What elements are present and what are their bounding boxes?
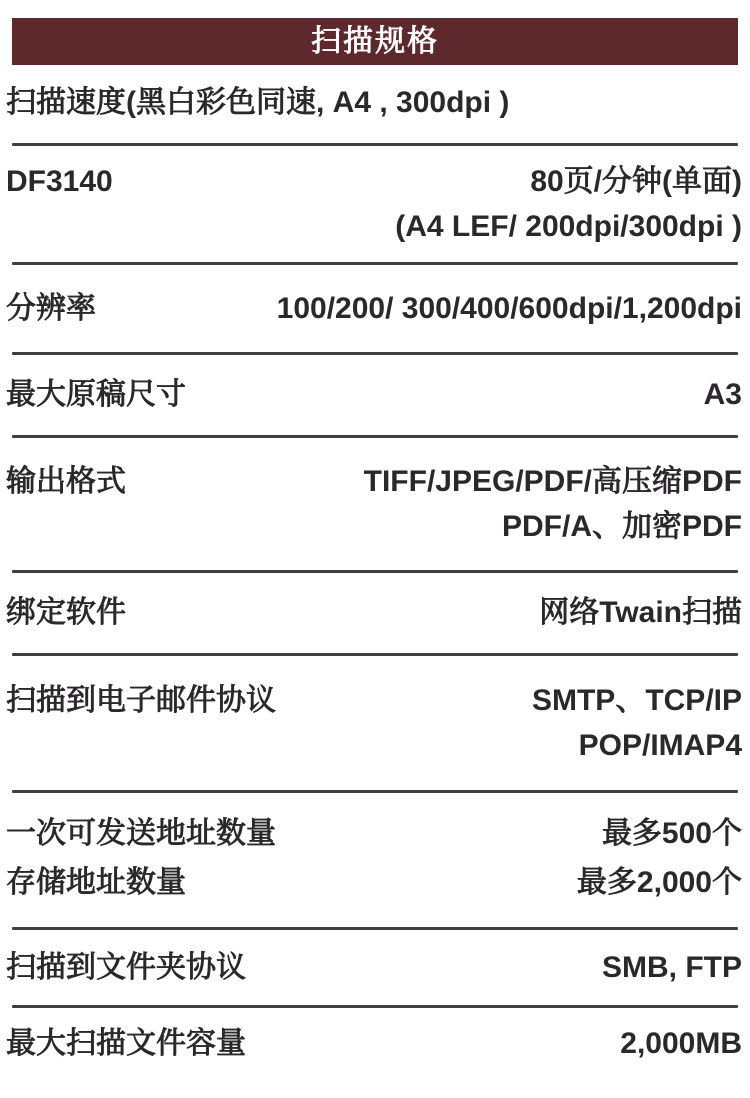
- spec-label: 分辨率: [6, 292, 96, 325]
- spec-value-line: POP/IMAP4: [578, 729, 742, 762]
- spec-label: 输出格式: [6, 465, 126, 498]
- spec-value-line: 80页/分钟(单面): [530, 165, 742, 198]
- spec-label: 绑定软件: [6, 596, 126, 629]
- spec-value-line: SMB, FTP: [602, 951, 742, 984]
- spec-value-line: SMTP、TCP/IP: [531, 684, 742, 717]
- spec-value: [602, 945, 742, 990]
- spec-row-scan-speed: [0, 65, 750, 143]
- spec-label: 扫描到文件夹协议: [6, 951, 246, 984]
- spec-row-max-scan-file-size: [0, 1008, 750, 1081]
- spec-value: [364, 459, 742, 549]
- spec-label: 最大原稿尺寸: [6, 378, 186, 411]
- spec-label: 扫描速度(黑白彩色同速, A4 , 300dpi ): [6, 86, 510, 119]
- spec-value-line: 100/200/ 300/400/600dpi/1,200dpi: [276, 292, 742, 325]
- spec-pair: [6, 860, 742, 905]
- spec-value: [395, 159, 742, 249]
- section-title: 扫描规格: [311, 25, 439, 58]
- spec-row-model-speed: [0, 146, 750, 262]
- spec-row-scan-to-email-protocol: [0, 656, 750, 790]
- spec-value: [539, 590, 742, 635]
- spec-row-output-format: [0, 438, 750, 570]
- spec-value-line: PDF/A、加密PDF: [502, 510, 742, 543]
- spec-row-resolution: [0, 265, 750, 352]
- spec-label: 存储地址数量: [6, 866, 186, 899]
- section-header-bar: [12, 18, 738, 65]
- spec-value: [704, 372, 742, 417]
- spec-label: 一次可发送地址数量: [6, 817, 276, 850]
- spec-value-line: A3: [703, 378, 742, 411]
- spec-label: 最大扫描文件容量: [6, 1027, 246, 1060]
- spec-row-max-original-size: [0, 355, 750, 435]
- spec-sheet: [0, 18, 750, 1081]
- spec-row-address-counts: [0, 793, 750, 927]
- spec-value: [532, 678, 742, 768]
- spec-table: [0, 65, 750, 1081]
- spec-row-scan-to-folder-protocol: [0, 930, 750, 1005]
- spec-value-line: 网络Twain扫描: [539, 596, 742, 629]
- spec-value: [620, 1021, 742, 1066]
- spec-label: DF3140: [6, 165, 113, 198]
- spec-value-line: 2,000MB: [620, 1027, 742, 1060]
- spec-value: [277, 286, 742, 331]
- spec-row-bundled-software: [0, 573, 750, 653]
- spec-label: 扫描到电子邮件协议: [6, 684, 276, 717]
- spec-value: 最多500个: [601, 817, 742, 850]
- spec-value-line: TIFF/JPEG/PDF/高压缩PDF: [363, 465, 742, 498]
- spec-value-line: (A4 LEF/ 200dpi/300dpi ): [395, 210, 742, 243]
- spec-value: 最多2,000个: [576, 866, 742, 899]
- spec-pair: [6, 811, 742, 856]
